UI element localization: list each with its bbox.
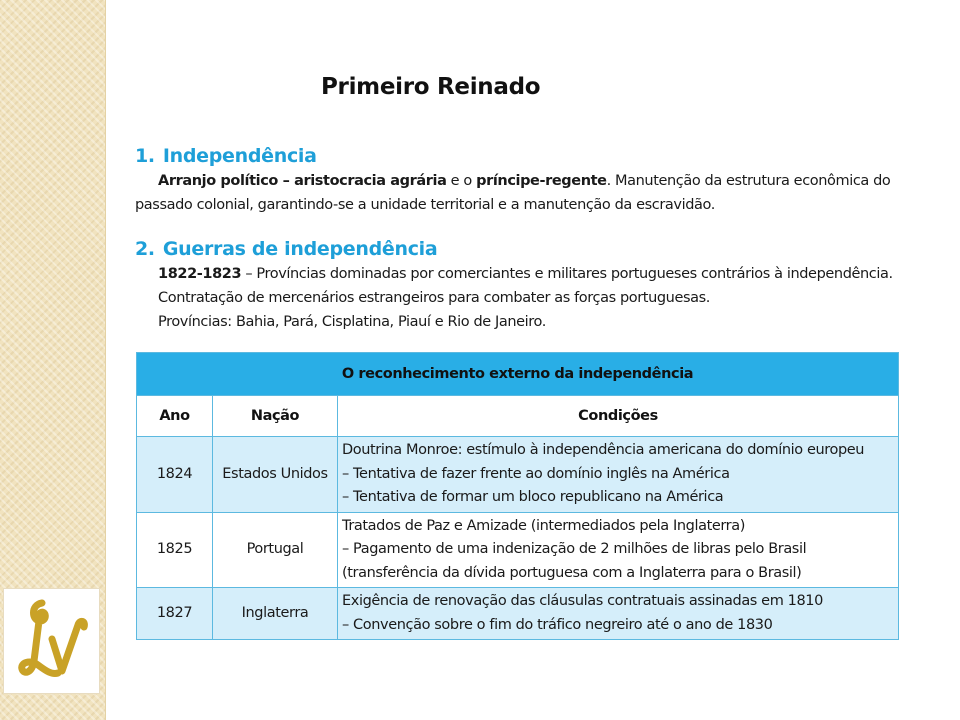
body-text: – Províncias dominadas por comerciantes e militares portugueses contrários à independência. bbox=[241, 266, 893, 282]
table-row bbox=[137, 588, 899, 640]
section-paragraph bbox=[135, 169, 905, 217]
body-text: . Manutenção da estrutura econômica do passado colonial, garantindo-se a unidade territorial e a manutenção da escravidão. bbox=[135, 173, 891, 213]
bold-text: príncipe-regente bbox=[476, 173, 607, 189]
page-title: Primeiro Reinado bbox=[321, 74, 541, 100]
section-line: Províncias: Bahia, Pará, Cisplatina, Piauí e Rio de Janeiro. bbox=[158, 314, 546, 330]
bold-text: 1822-1823 bbox=[158, 266, 242, 282]
cell-year: 1827 bbox=[137, 588, 213, 640]
cell-year: 1825 bbox=[137, 512, 213, 588]
condition-line: – Tentativa de fazer frente ao domínio inglês na América bbox=[342, 465, 730, 482]
bold-text: Arranjo político – aristocracia agrária bbox=[158, 173, 447, 189]
condition-line: Tratados de Paz e Amizade (intermediados pela Inglaterra) bbox=[342, 517, 745, 534]
condition-line: – Pagamento de uma indenização de 2 milhões de libras pelo Brasil (transferência da dívida portuguesa com a Inglaterra para o Brasil) bbox=[342, 541, 807, 581]
lv-monogram-icon bbox=[12, 595, 92, 687]
body-text: e o bbox=[446, 173, 477, 189]
section-number: 2. bbox=[135, 238, 155, 260]
section-guerras bbox=[135, 238, 905, 334]
cell-conditions bbox=[338, 588, 899, 640]
table-caption-row bbox=[137, 353, 899, 396]
logo-text: Lv bbox=[11, 595, 13, 596]
table-row bbox=[137, 512, 899, 588]
cell-nation: Portugal bbox=[213, 512, 338, 588]
column-header-condicoes: Condições bbox=[338, 396, 899, 437]
section-heading bbox=[135, 145, 905, 167]
condition-line: – Tentativa de formar um bloco republicano na América bbox=[342, 489, 724, 505]
table-header-row bbox=[137, 396, 899, 437]
cell-conditions bbox=[338, 512, 899, 588]
logo bbox=[3, 588, 100, 694]
section-paragraph bbox=[135, 262, 905, 286]
section-title: Guerras de independência bbox=[162, 238, 438, 260]
section-number: 1. bbox=[135, 145, 155, 167]
cell-nation: Estados Unidos bbox=[213, 437, 338, 513]
condition-line: – Convenção sobre o fim do tráfico negreiro até o ano de 1830 bbox=[342, 616, 773, 633]
section-independencia bbox=[135, 145, 905, 217]
condition-line: Doutrina Monroe: estímulo à independência americana do domínio europeu bbox=[342, 442, 865, 458]
section-heading bbox=[135, 238, 905, 260]
section-title: Independência bbox=[162, 145, 317, 167]
section-line: Contratação de mercenários estrangeiros para combater as forças portuguesas. bbox=[158, 290, 710, 306]
cell-conditions bbox=[338, 437, 899, 513]
column-header-ano: Ano bbox=[137, 396, 213, 437]
table-row bbox=[137, 437, 899, 513]
condition-line: Exigência de renovação das cláusulas contratuais assinadas em 1810 bbox=[342, 593, 823, 609]
cell-nation: Inglaterra bbox=[213, 588, 338, 640]
column-header-nacao: Nação bbox=[213, 396, 338, 437]
recognition-table bbox=[136, 352, 899, 640]
cell-year: 1824 bbox=[137, 437, 213, 513]
table-caption: O reconhecimento externo da independência bbox=[137, 353, 899, 396]
